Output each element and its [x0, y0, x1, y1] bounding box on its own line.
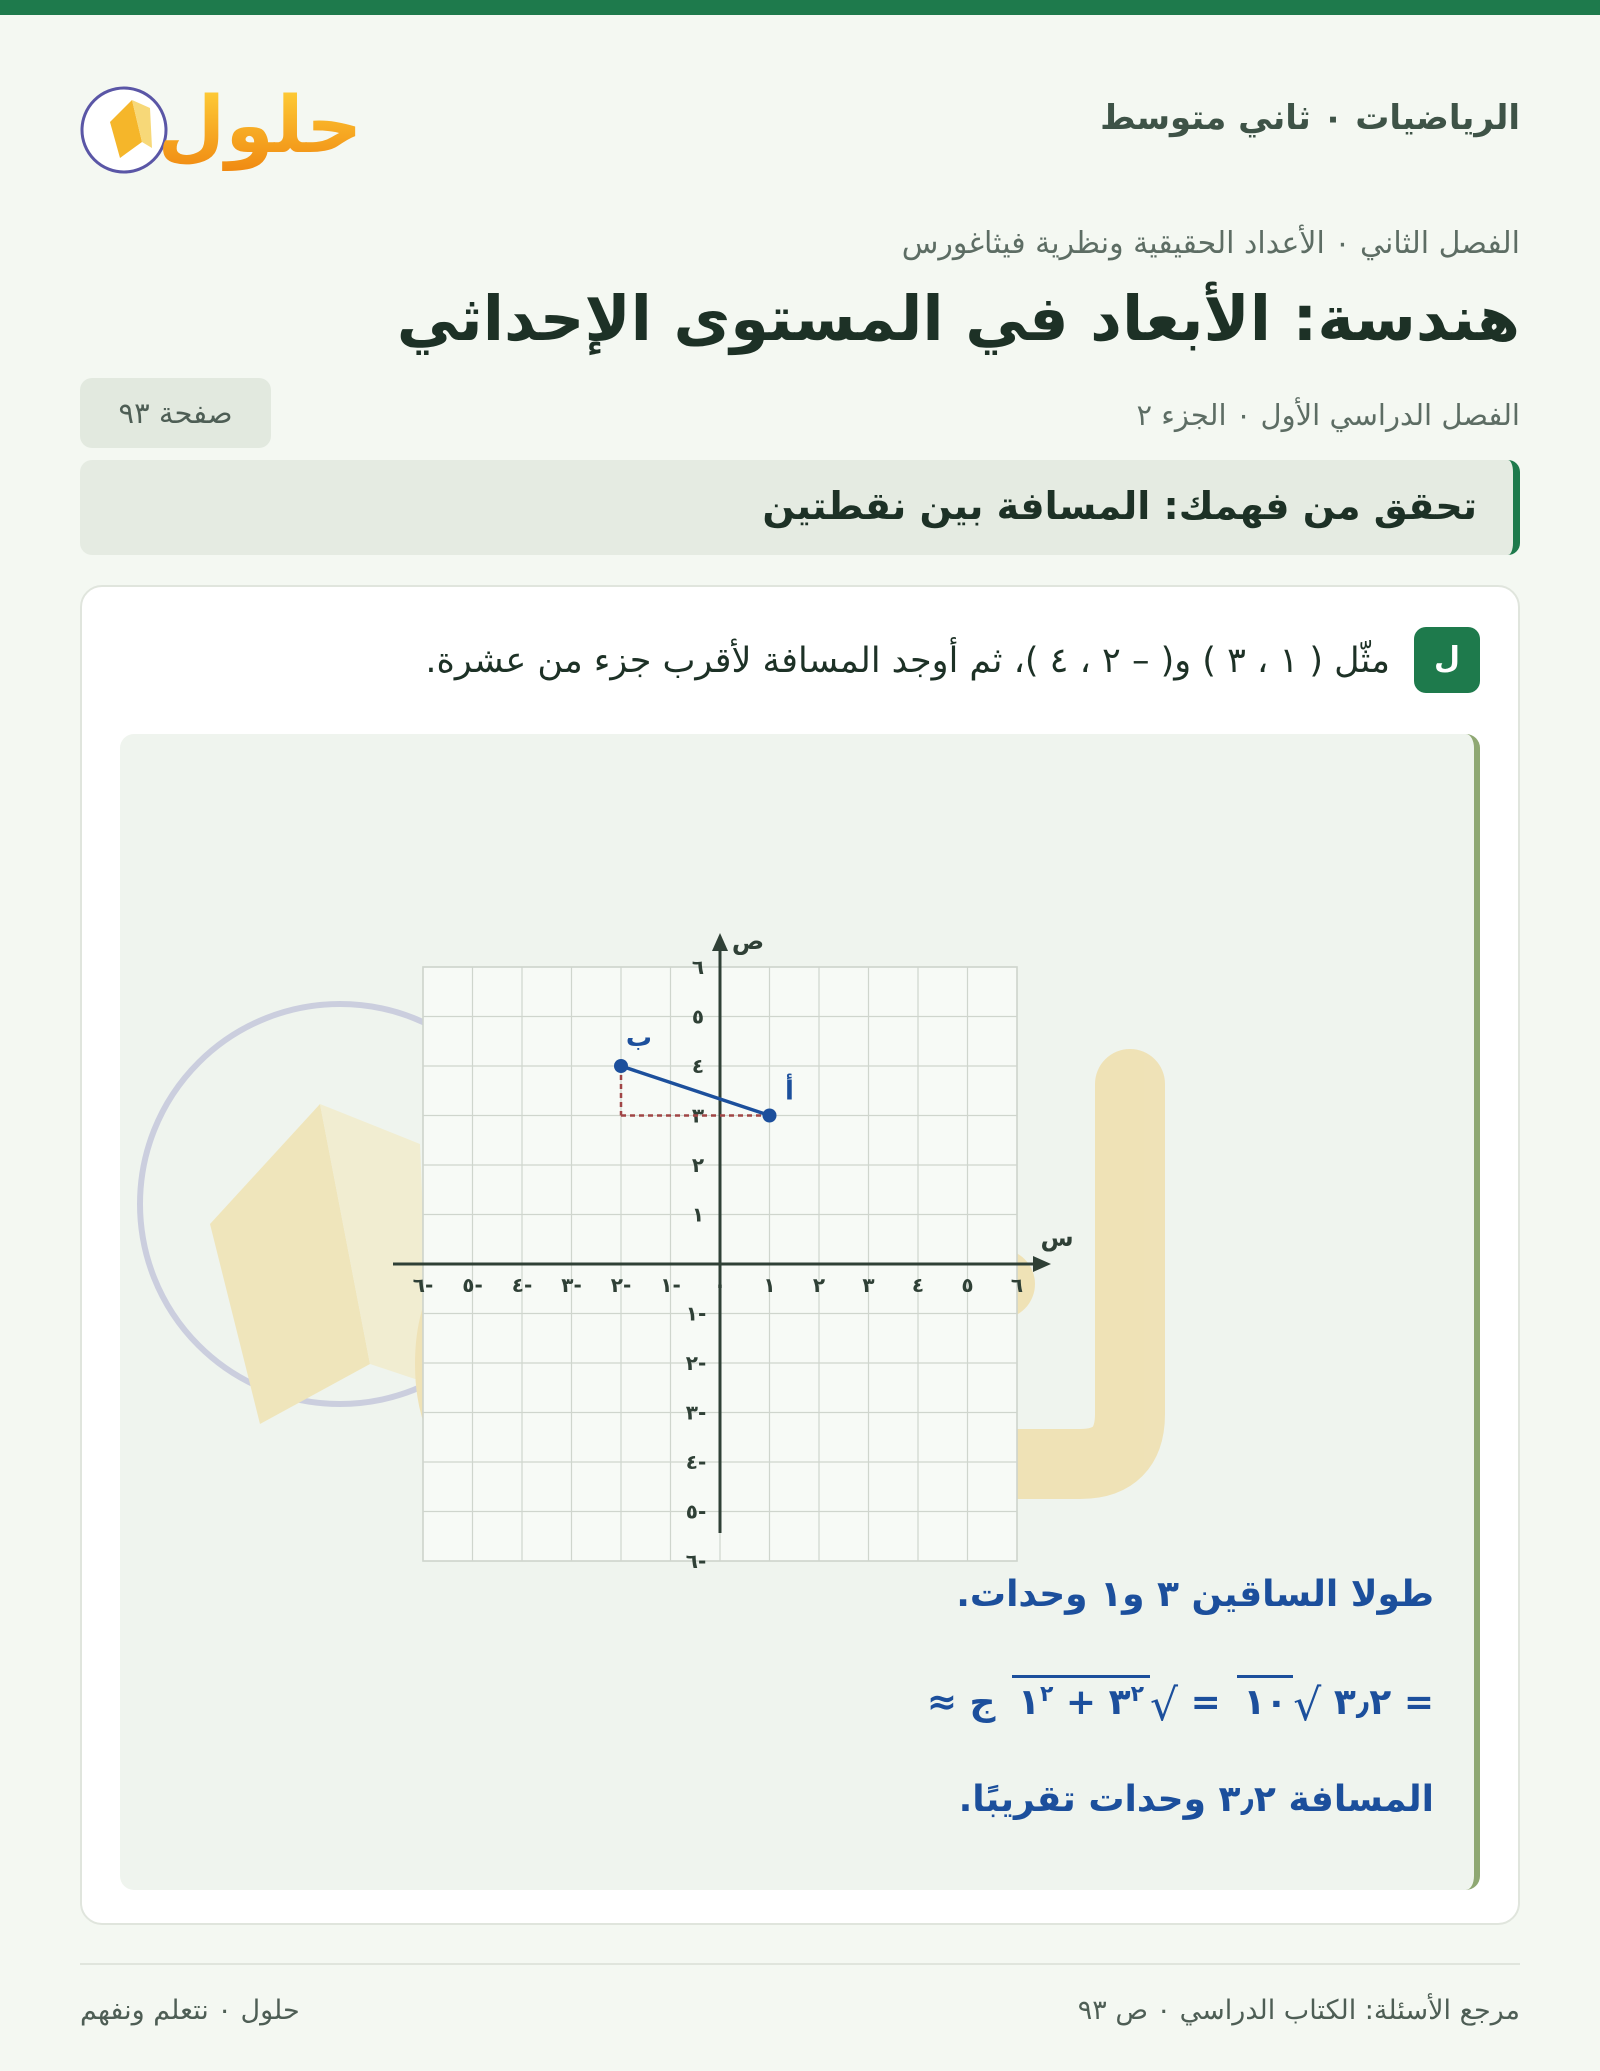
answer-legs-line: طولا الساقين ٣ و١ وحدات.	[956, 1574, 1434, 1615]
y-tick-label: -٥	[685, 1499, 707, 1524]
y-tick-label: -٢	[685, 1351, 707, 1375]
x-tick-label: -٦	[412, 1273, 434, 1297]
question-text: مثّل ( ١ ، ٣ ) و( – ٢ ، ٤ )، ثم أوجد المسافة لأقرب جزء من عشرة.	[425, 641, 1390, 681]
x-axis-arrow-icon	[1033, 1256, 1051, 1272]
answer-formula-line	[926, 1674, 1434, 1731]
footer-reference: مرجع الأسئلة: الكتاب الدراسي ٠ ص ٩٣	[1077, 1995, 1520, 2026]
x-tick-label: ٢	[812, 1273, 826, 1297]
x-tick-label: ٤	[911, 1273, 925, 1297]
chapter-subtitle: الفصل الثاني ٠ الأعداد الحقيقية ونظرية فيثاغورس	[901, 226, 1520, 261]
y-tick-label: -٤	[685, 1450, 707, 1474]
x-tick-label: ٣	[862, 1273, 875, 1297]
x-tick-label: ٠	[713, 1273, 727, 1297]
radical-2-value: ١٠	[1243, 1682, 1288, 1723]
formula-lhs: ج =	[969, 1682, 1434, 1723]
y-tick-label: -٦	[685, 1549, 707, 1573]
y-tick-label: ٢	[691, 1153, 705, 1177]
y-tick-label: ٤	[691, 1054, 705, 1078]
x-tick-label: ٥	[961, 1273, 974, 1297]
x-tick-label: ١	[763, 1273, 776, 1297]
y-axis-label: ص	[731, 927, 765, 955]
y-axis-arrow-icon	[712, 933, 728, 951]
x-tick-label: -٥	[462, 1273, 483, 1297]
formula-equals: =	[1190, 1682, 1221, 1723]
page-title: هندسة: الأبعاد في المستوى الإحداثي	[396, 282, 1520, 355]
point-label: ب	[625, 1023, 653, 1053]
point-a	[763, 1109, 777, 1123]
answer-result-line: المسافة ٣٫٢ وحدات تقريبًا.	[958, 1779, 1434, 1820]
question-label-badge: ل	[1414, 627, 1480, 693]
subject-label: الرياضيات ٠ ثاني متوسط	[1100, 98, 1520, 138]
y-tick-label: ١	[691, 1202, 705, 1227]
x-tick-label: ٦	[1010, 1273, 1024, 1297]
top-accent-bar	[0, 0, 1600, 15]
formula-radical-2	[1237, 1675, 1293, 1723]
hulul-logo[interactable]	[80, 62, 370, 182]
radical-1-value: $٣^٢$ + $١^٢$	[1017, 1682, 1145, 1723]
question-card	[80, 585, 1520, 1925]
x-tick-label: -٤	[511, 1273, 533, 1297]
y-tick-label: ٥	[691, 1004, 705, 1029]
answer-panel	[120, 734, 1480, 1890]
sqrt-icon: √	[1150, 1680, 1179, 1731]
y-tick-label: ٣	[691, 1103, 705, 1128]
point-b	[614, 1059, 628, 1073]
point-label: أ	[785, 1076, 794, 1107]
term-label: الفصل الدراسي الأول ٠ الجزء ٢	[1136, 398, 1520, 432]
y-tick-label: -٣	[685, 1400, 707, 1425]
formula-approx: ≈ ٣٫٢	[926, 1682, 1392, 1723]
footer-brand: حلول ٠ نتعلم ونفهم	[80, 1995, 300, 2026]
coordinate-plane	[412, 824, 1140, 1573]
logo-text: حلول	[157, 81, 363, 171]
page-number-badge: صفحة ٩٣	[80, 378, 271, 448]
x-axis-label: س	[1040, 1224, 1074, 1252]
sqrt-icon: √	[1293, 1680, 1322, 1731]
section-heading-text: تحقق من فهمك: المسافة بين نقطتين	[762, 484, 1477, 528]
page-header	[80, 62, 1520, 182]
y-tick-label: ٦	[691, 955, 705, 979]
y-tick-label: -١	[685, 1301, 707, 1326]
footer-divider	[80, 1963, 1520, 1965]
section-heading	[80, 460, 1520, 555]
x-tick-label: -١	[660, 1273, 681, 1297]
x-tick-label: -٢	[610, 1273, 632, 1297]
formula-radical-1	[1012, 1675, 1150, 1723]
x-tick-label: -٣	[561, 1273, 582, 1297]
